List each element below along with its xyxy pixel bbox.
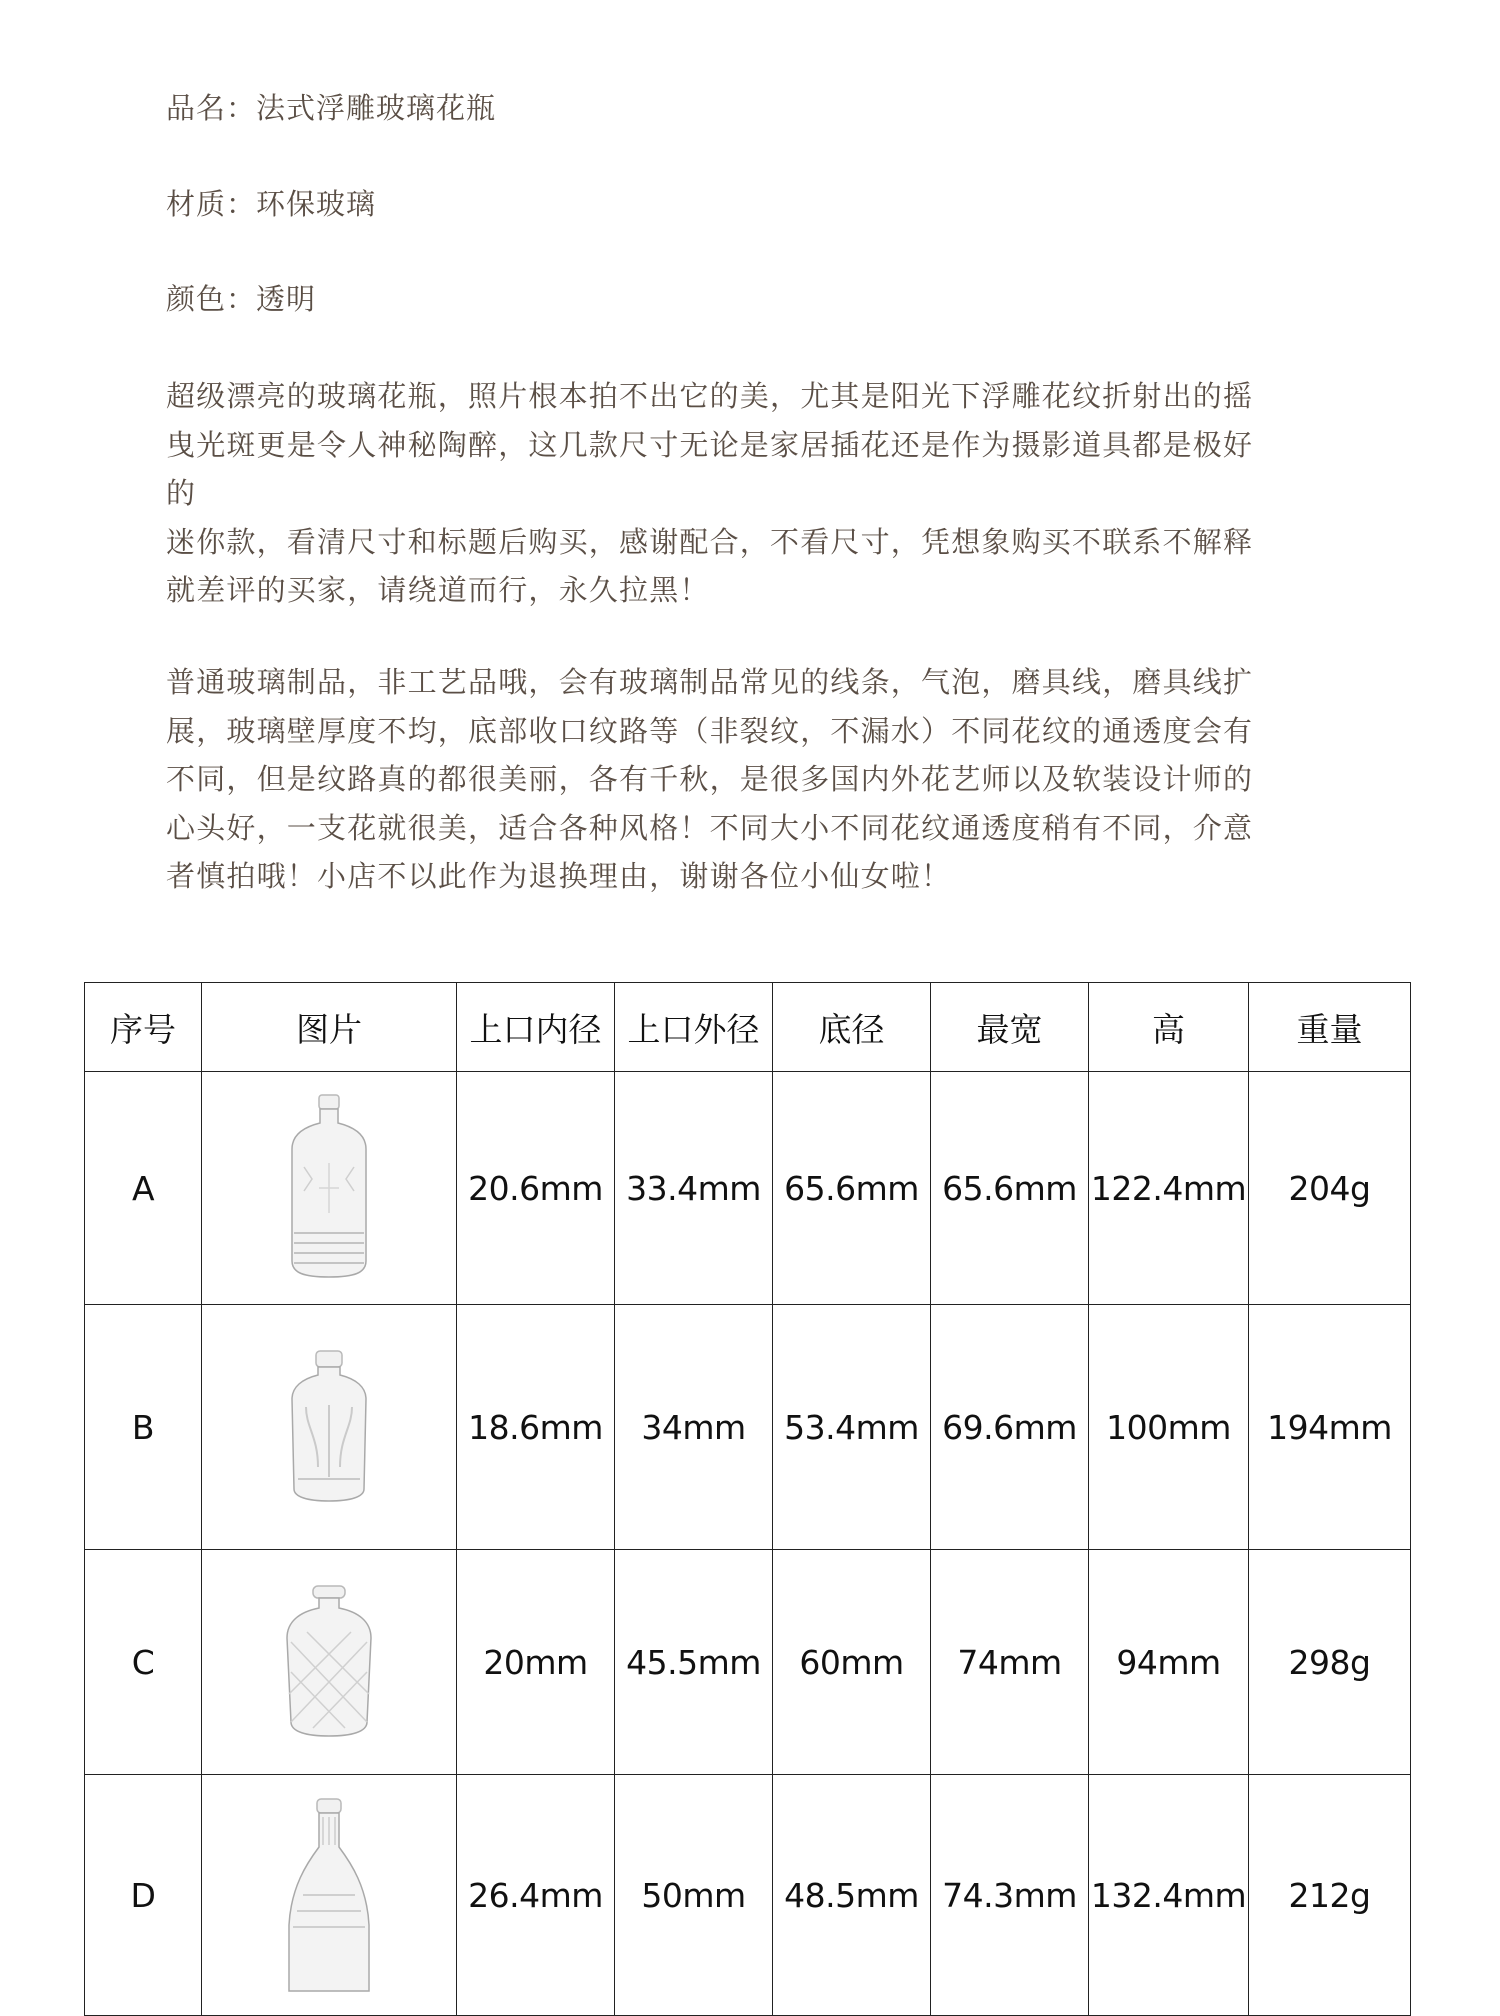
color-line: 颜色：透明 — [166, 282, 317, 316]
description-line: 普通玻璃制品，非工艺品哦，会有玻璃制品常见的线条，气泡，磨具线，磨具线扩 — [166, 665, 1254, 699]
row-id: D — [85, 1775, 202, 2016]
description-line: 就差评的买家，请绕道而行，永久拉黑！ — [166, 573, 710, 607]
material-line: 材质：环保玻璃 — [166, 187, 377, 221]
cell-inner-diameter: 26.4mm — [457, 1775, 615, 2016]
vase-a-icon — [284, 1093, 374, 1283]
cell-base-diameter: 53.4mm — [773, 1305, 931, 1550]
embossed-bottle-vase-photo — [202, 1305, 457, 1550]
bud-vase-photo — [202, 1775, 457, 2016]
header-height: 高 — [1089, 983, 1249, 1072]
description-line: 迷你款，看清尺寸和标题后购买，感谢配合，不看尺寸，凭想象购买不联系不解释 — [166, 524, 1254, 559]
cell-widest: 65.6mm — [931, 1072, 1089, 1305]
vase-c-icon — [279, 1582, 379, 1742]
cell-height: 94mm — [1089, 1550, 1249, 1775]
row-id: B — [85, 1305, 202, 1550]
cell-outer-diameter: 45.5mm — [615, 1550, 773, 1775]
row-id: C — [85, 1550, 202, 1775]
cell-weight: 194mm — [1249, 1305, 1411, 1550]
description-line: 超级漂亮的玻璃花瓶，照片根本拍不出它的美，尤其是阳光下浮雕花纹折射出的摇 — [166, 379, 1254, 413]
diamond-pattern-vase-photo — [202, 1550, 457, 1775]
cell-height: 100mm — [1089, 1305, 1249, 1550]
cell-height: 122.4mm — [1089, 1072, 1249, 1305]
table-header-row — [85, 983, 1411, 1072]
header-inner-diameter: 上口内径 — [457, 983, 615, 1072]
cell-outer-diameter: 34mm — [615, 1305, 773, 1550]
table-row — [85, 1550, 1411, 1775]
description-paragraph-2 — [166, 658, 1356, 901]
cell-widest: 69.6mm — [931, 1305, 1089, 1550]
description-line: 展，玻璃壁厚度不均，底部收口纹路等（非裂纹，不漏水）不同花纹的通透度会有 — [166, 713, 1254, 748]
header-image: 图片 — [202, 983, 457, 1072]
tall-bottle-vase-photo — [202, 1072, 457, 1305]
header-index: 序号 — [85, 983, 202, 1072]
description-line: 心头好，一支花就很美，适合各种风格！不同大小不同花纹通透度稍有不同，介意 — [166, 810, 1254, 845]
cell-base-diameter: 48.5mm — [773, 1775, 931, 2016]
row-id: A — [85, 1072, 202, 1305]
header-base-diameter: 底径 — [773, 983, 931, 1072]
table-row — [85, 1775, 1411, 2016]
description-paragraph-1 — [166, 372, 1356, 615]
cell-base-diameter: 60mm — [773, 1550, 931, 1775]
table-row — [85, 1072, 1411, 1305]
header-outer-diameter: 上口外径 — [615, 983, 773, 1072]
cell-inner-diameter: 20mm — [457, 1550, 615, 1775]
cell-base-diameter: 65.6mm — [773, 1072, 931, 1305]
header-widest: 最宽 — [931, 983, 1089, 1072]
cell-inner-diameter: 18.6mm — [457, 1305, 615, 1550]
cell-weight: 298g — [1249, 1550, 1411, 1775]
vase-b-icon — [284, 1347, 374, 1507]
cell-outer-diameter: 50mm — [615, 1775, 773, 2016]
vase-d-icon — [279, 1795, 379, 1995]
description-line: 者慎拍哦！小店不以此作为退换理由，谢谢各位小仙女啦！ — [166, 859, 952, 893]
cell-inner-diameter: 20.6mm — [457, 1072, 615, 1305]
header-weight: 重量 — [1249, 983, 1411, 1072]
description-line: 曳光斑更是令人神秘陶醉，这几款尺寸无论是家居插花还是作为摄影道具都是极好 — [166, 427, 1254, 462]
cell-height: 132.4mm — [1089, 1775, 1249, 2016]
description-line: 不同，但是纹路真的都很美丽，各有千秋，是很多国内外花艺师以及软装设计师的 — [166, 762, 1254, 796]
description-line: 的 — [166, 476, 197, 510]
cell-weight: 204g — [1249, 1072, 1411, 1305]
table-row — [85, 1305, 1411, 1550]
cell-widest: 74.3mm — [931, 1775, 1089, 2016]
size-spec-table — [84, 982, 1411, 2016]
cell-widest: 74mm — [931, 1550, 1089, 1775]
cell-weight: 212g — [1249, 1775, 1411, 2016]
product-name-line: 品名：法式浮雕玻璃花瓶 — [166, 91, 497, 125]
cell-outer-diameter: 33.4mm — [615, 1072, 773, 1305]
